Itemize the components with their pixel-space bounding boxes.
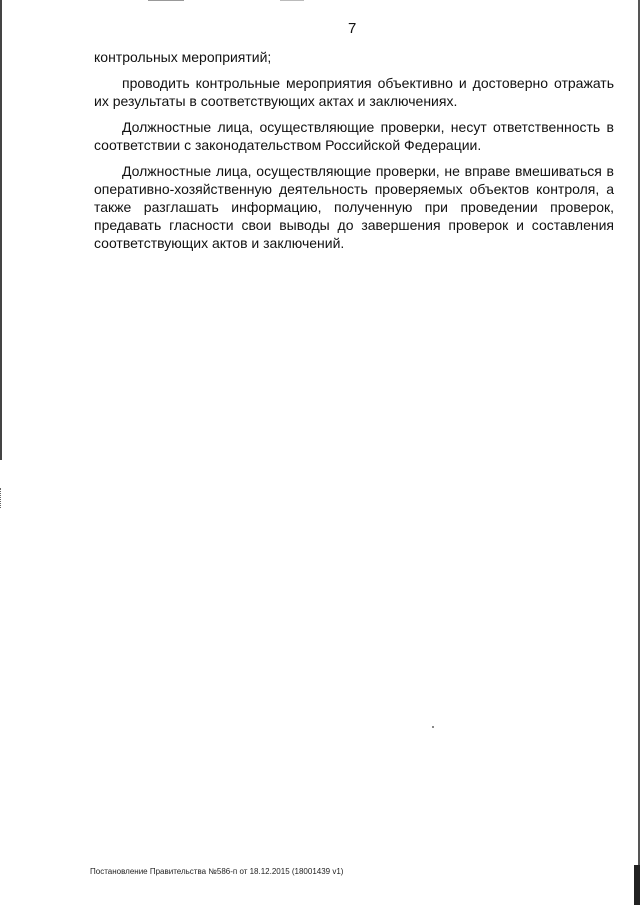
document-body [94,48,614,260]
paragraph-conduct-objectively: проводить контрольные мероприятия объективно и достоверно отражать их результаты в соответствующих актах и заключениях. [94,75,614,109]
margin-marks [0,488,5,508]
scan-speck [432,726,434,728]
scan-edge-bottom-right [634,865,640,905]
scan-edge-left [0,0,2,460]
scan-artifact [148,0,184,1]
document-footer: Постановление Правительства №586-п от 18.12.2015 (18001439 v1) [90,867,344,876]
paragraph-non-interference: Должностные лица, осуществляющие проверки, не вправе вмешиваться в оперативно-хозяйственную деятельность проверяемых объектов контроля, а также разглашать информацию, полученную при проведении проверок, предавать гласности свои выводы до завершения проверок и составления соответствующих актов и заключений. [94,163,614,251]
paragraph-responsibility: Должностные лица, осуществляющие проверки, несут ответственность в соответствии с законодательством Российской Федерации. [94,119,614,153]
page-number: 7 [348,20,357,37]
scan-artifact [280,0,304,1]
paragraph-continuation: контрольных мероприятий; [94,49,272,65]
